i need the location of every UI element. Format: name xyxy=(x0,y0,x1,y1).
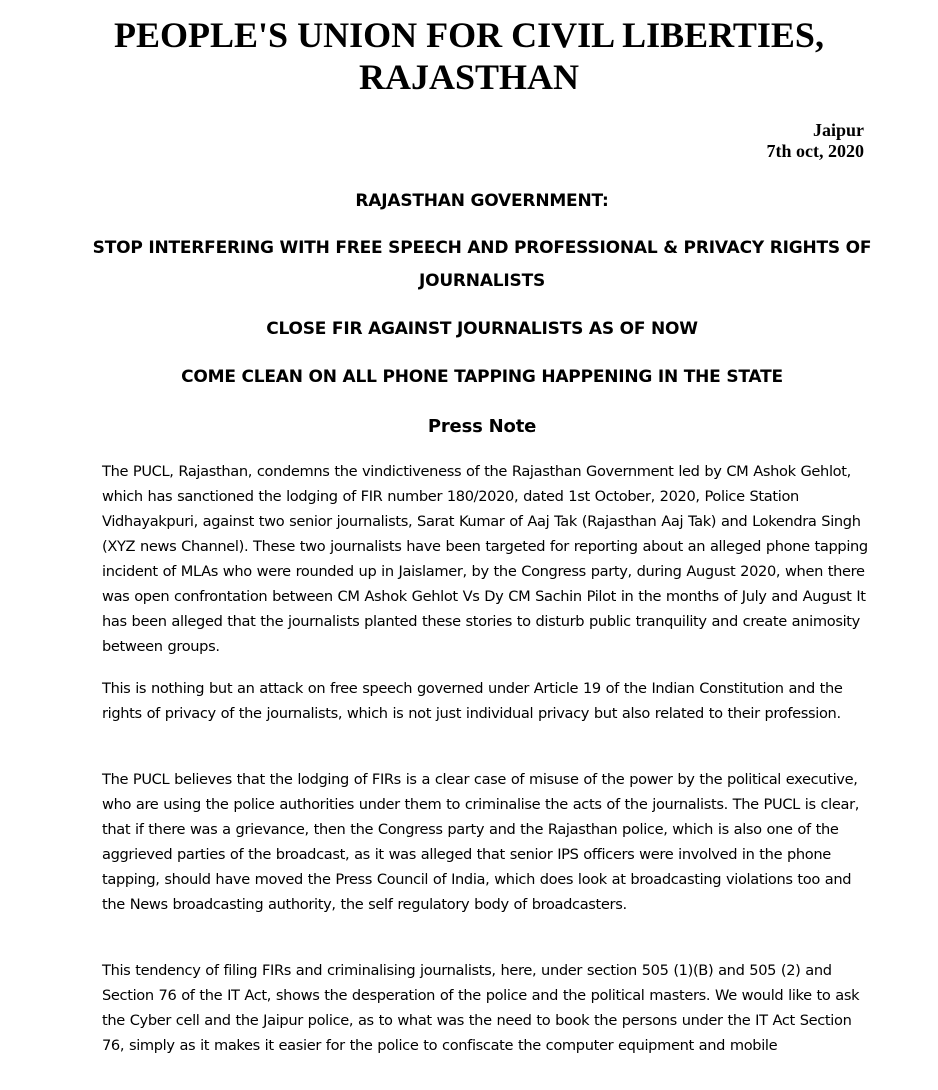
heading-come-clean: COME CLEAN ON ALL PHONE TAPPING HAPPENING IN THE STATE xyxy=(181,367,783,387)
body-paragraph-2: This is nothing but an attack on free speech governed under Article 19 of the Indian Constitution and the rights of privacy of the journalists, which is not just individual privacy but also related to their profession. xyxy=(102,680,843,722)
organization-title-line-1: PEOPLE'S UNION FOR CIVIL LIBERTIES, xyxy=(114,15,824,55)
body-paragraph-3: The PUCL believes that the lodging of FIRs is a clear case of misuse of the power by the political executive, who are using the police authorities under them to criminalise the acts of the journalists. The PUCL is clear, that if there was a grievance, then the Congress party and the Rajasthan police, which is also one of the aggrieved parties of the broadcast, as it was alleged that senior IPS officers were involved in the phone tapping, should have moved the Press Council of India, which does look at broadcasting violations too and the News broadcasting authority, the self regulatory body of broadcasters. xyxy=(102,771,860,913)
place: Jaipur xyxy=(812,120,864,140)
heading-stop-interfering: STOP INTERFERING WITH FREE SPEECH AND PROFESSIONAL & PRIVACY RIGHTS OF JOURNALISTS xyxy=(92,238,872,291)
heading-press-note: Press Note xyxy=(427,416,537,437)
body-paragraph-4: This tendency of filing FIRs and criminalising journalists, here, under section 505 (1)(B) and 505 (2) and Section 76 of the IT Act, shows the desperation of the police and the political masters. We would like to ask the Cyber cell and the Jaipur police, as to what was the need to book the persons under the IT Act Section 76, simply as it makes it easier for the police to confiscate the computer equipment and mobile xyxy=(102,962,860,1054)
date: 7th oct, 2020 xyxy=(766,141,864,161)
dateline xyxy=(767,120,865,162)
body-paragraph-1: The PUCL, Rajasthan, condemns the vindictiveness of the Rajasthan Government led by CM Ashok Gehlot, which has sanctioned the lodging of FIR number 180/2020, dated 1st October, 2020, Police Station Vidhayakpuri, against two senior journalists, Sarat Kumar of Aaj Tak (Rajasthan Aaj Tak) and Lokendra Singh (XYZ news Channel). These two journalists have been targeted for reporting about an alleged phone tapping incident of MLAs who were rounded up in Jaislamer, by the Congress party, during August 2020, when there was open confrontation between CM Ashok Gehlot Vs Dy CM Sachin Pilot in the months of July and August It has been alleged that the journalists planted these stories to disturb public tranquility and create animosity between groups. xyxy=(102,463,868,655)
organization-title xyxy=(60,14,878,98)
heading-rajasthan-government: RAJASTHAN GOVERNMENT: xyxy=(355,191,609,211)
organization-title-line-2: RAJASTHAN xyxy=(358,57,580,97)
heading-close-fir: CLOSE FIR AGAINST JOURNALISTS AS OF NOW xyxy=(266,319,698,339)
